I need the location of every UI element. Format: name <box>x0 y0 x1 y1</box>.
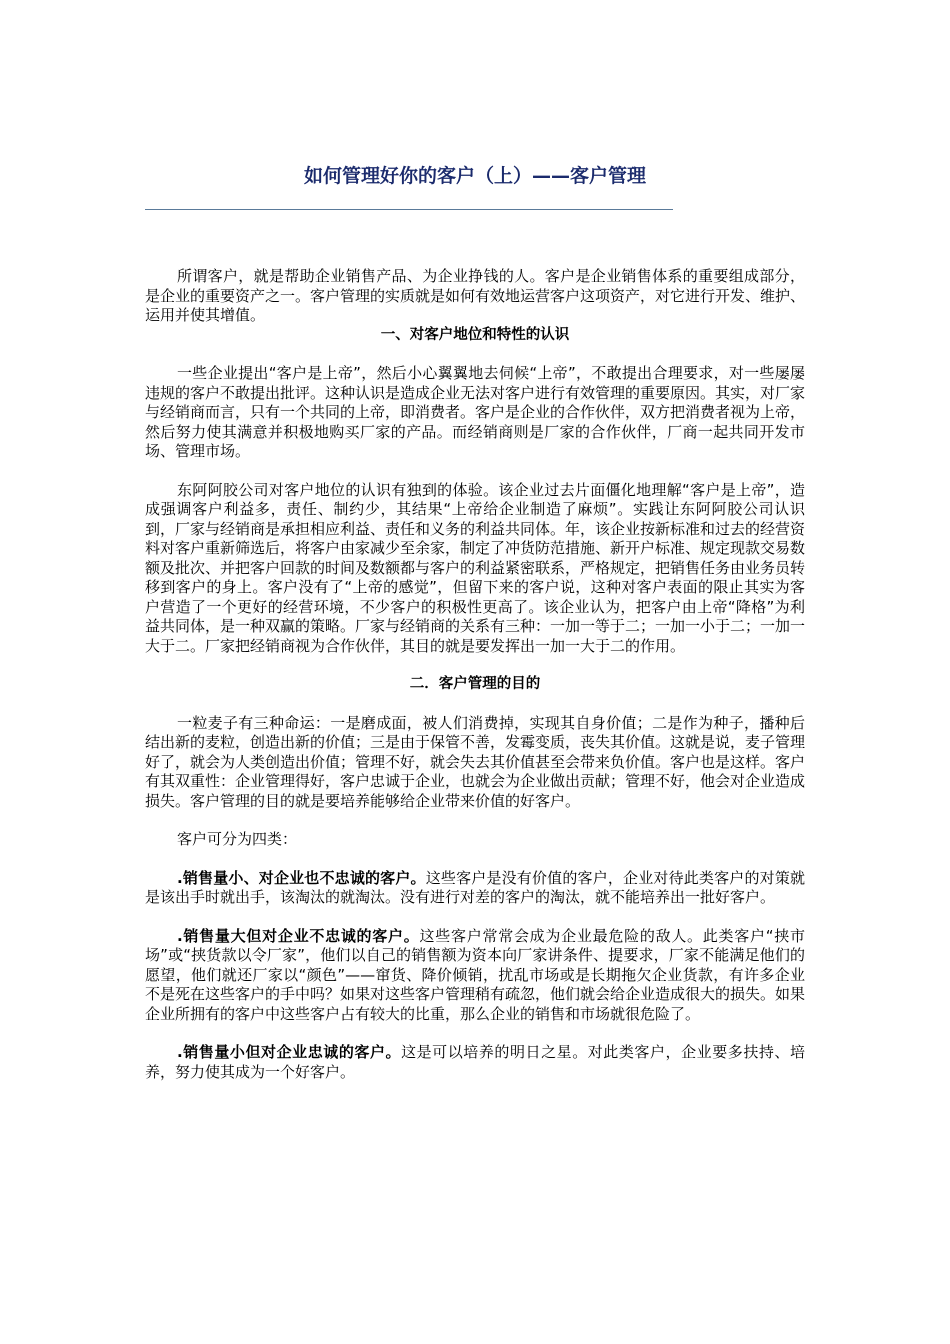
customer-type-2-title: .销售量大但对企业不忠诚的客户。 <box>177 926 420 945</box>
customer-type-1 <box>145 869 805 908</box>
customer-type-1-title: .销售量小、对企业也不忠诚的客户。 <box>177 868 426 887</box>
customer-type-3 <box>145 1043 805 1082</box>
section1-paragraph-1: 一些企业提出“客户是上帝”，然后小心翼翼地去伺候“上帝”，不敢提出合理要求，对一些屡屡违规的客户不敢提出批评。这种认识是造成企业无法对客户进行有效管理的重要原因。其实，对厂家与经销商而言，只有一个共同的上帝，即消费者。客户是企业的合作伙伴，双方把消费者视为上帝，然后努力使其满意并积极地购买厂家的产品。而经销商则是厂家的合作伙伴，厂商一起共同开发市场、管理市场。 <box>145 364 806 460</box>
page-title: 如何管理好你的客户（上）——客户管理 <box>303 165 646 187</box>
title-divider <box>145 209 673 210</box>
section2-paragraph-1: 一粒麦子有三种命运：一是磨成面，被人们消费掉，实现其自身价值；二是作为种子，播种后结出新的麦粒，创造出新的价值；三是由于保管不善，发霉变质，丧失其价值。这就是说，麦子管理好了，就会为人类创造出价值；管理不好，就会失去其价值甚至会带来负价值。客户也是这样。客户有其双重性：企业管理得好，客户忠诚于企业，也就会为企业做出贡献；管理不好，他会对企业造成损失。客户管理的目的就是要培养能够给企业带来价值的好客户。 <box>145 713 806 810</box>
section-heading-2: 二．客户管理的目的 <box>409 676 541 692</box>
customer-type-2 <box>145 927 805 1025</box>
customer-type-3-title: .销售量小但对企业忠诚的客户。 <box>177 1043 402 1061</box>
customer-type-3-text: 这是可以培养的明日之星。对此类客户，企业要多扶持、培养，努力使其成为一个好客户。 <box>145 1043 805 1081</box>
customer-type-1-text: 这些客户是没有价值的客户，企业对待此类客户的对策就是该出手时就出手，该淘汰的就淘汰。没有进行对差的客户的淘汰，就不能培养出一批好客户。 <box>145 868 805 906</box>
section2-paragraph-2: 客户可分为四类： <box>177 830 298 848</box>
intro-paragraph: 所谓客户，就是帮助企业销售产品、为企业挣钱的人。客户是企业销售体系的重要组成部分，是企业的重要资产之一。客户管理的实质就是如何有效地运营客户这项资产，对它进行开发、维护、运用并使其增值。 <box>145 267 806 324</box>
customer-type-2-text: 这些客户常常会成为企业最危险的敌人。此类客户“挟市场”或“挟货款以令厂家”，他们以自己的销售额为资本向厂家讲条件、提要求，厂家不能满足他们的愿望，他们就还厂家以“颜色”——窜货、降价倾销，扰乱市场或是长期拖欠企业货款，有许多企业不是死在这些客户的手中吗？如果对这些客户管理稍有疏忽，他们就会给企业造成很大的损失。如果企业所拥有的客户中这些客户占有较大的比重，那么企业的销售和市场就很危险了。 <box>145 926 806 1023</box>
section1-paragraph-2: 东阿阿胶公司对客户地位的认识有独到的体验。该企业过去片面僵化地理解“客户是上帝”，造成强调客户利益多，责任、制约少，其结果“上帝给企业制造了麻烦”。实践让东阿阿胶公司认识到，厂家与经销商是承担相应利益、责任和义务的利益共同体。年，该企业按新标准和过去的经营资料对客户重新筛选后，将客户由家减少至余家，制定了冲货防范措施、新开户标准、规定现款交易数额及批次、并把客户回款的时间及数额都与客户的利益紧密联系，严格规定，把销售任务由业务员转移到客户的身上。客户没有了“上帝的感觉”，但留下来的客户说，这种对客户表面的限止其实为客户营造了一个更好的经营环境，不少客户的积极性更高了。该企业认为，把客户由上帝“降格”为利益共同体，是一种双赢的策略。厂家与经销商的关系有三种：一加一等于二；一加一小于二；一加一大于二。厂家把经销商视为合作伙伴，其目的就是要发挥出一加一大于二的作用。 <box>145 480 806 655</box>
article-body <box>145 267 805 1101</box>
section-heading-1: 一、对客户地位和特性的认识 <box>380 326 570 343</box>
